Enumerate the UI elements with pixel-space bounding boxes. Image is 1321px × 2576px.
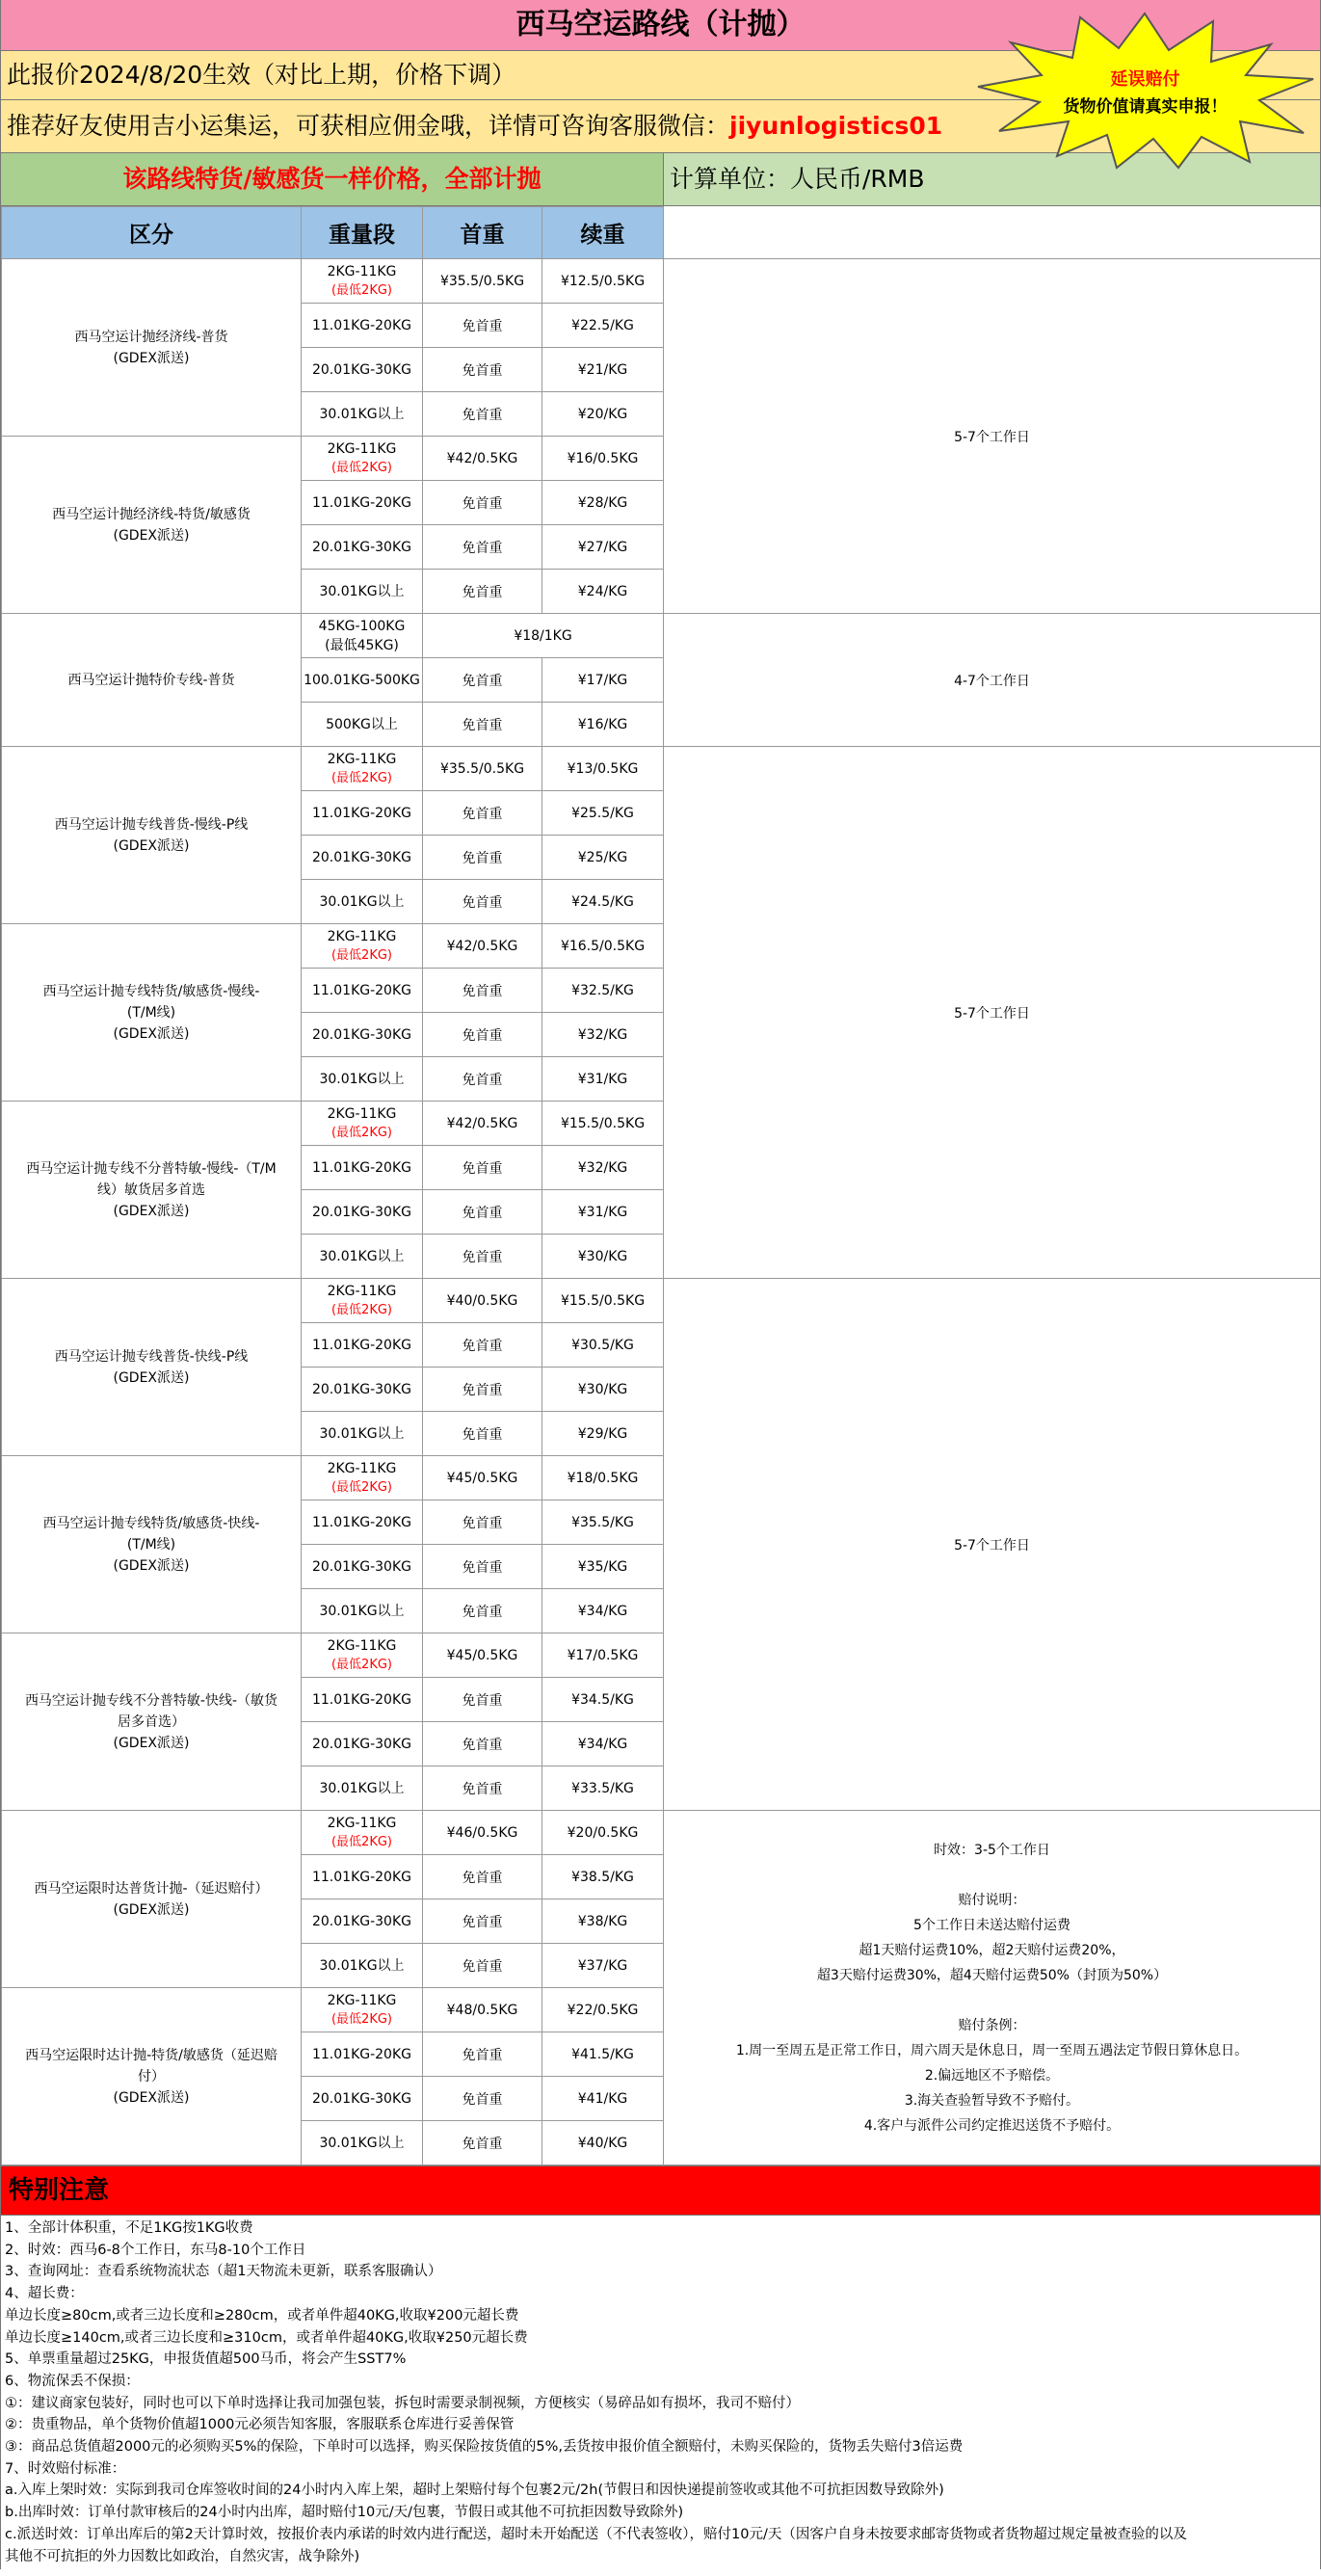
special-note-line: ②：贵重物品，单个货物价值超1000元必须告知客服，客服联系仓库进行妥善保管 bbox=[5, 2417, 515, 2433]
min-weight-note: (最低2KG) bbox=[330, 1479, 392, 1495]
first-weight-price: 免首重 bbox=[423, 969, 542, 1013]
special-note-line: 7、时效赔付标准： bbox=[5, 2460, 126, 2477]
first-weight-price: ¥35.5/0.5KG bbox=[423, 747, 542, 791]
weight-range-label: 20.01KG-30KG bbox=[311, 1736, 411, 1752]
starburst-subtitle: 货物价值请真实申报！ bbox=[1063, 97, 1228, 117]
weight-range-label: 30.01KG以上 bbox=[319, 1248, 405, 1264]
weight-range bbox=[302, 1500, 423, 1545]
weight-range-label: 30.01KG以上 bbox=[319, 893, 405, 910]
compensation-note-line: 4.客户与派件公司约定推迟送货不予赔付。 bbox=[863, 2117, 1121, 2134]
extra-weight-price: ¥30/KG bbox=[542, 1368, 664, 1412]
special-notice-body bbox=[1, 2216, 1320, 2569]
weight-range-label: 30.01KG以上 bbox=[319, 1780, 405, 1796]
rate-table bbox=[1, 206, 1321, 2165]
special-note-line: 其他不可抗拒的外力因数比如政治，自然灾害，战争除外) bbox=[5, 2548, 360, 2564]
compensation-note-line: 时效：3-5个工作日 bbox=[934, 1842, 1050, 1858]
first-weight-price: 免首重 bbox=[423, 658, 542, 703]
weight-range-label: 30.01KG以上 bbox=[319, 1957, 405, 1974]
first-weight-price: 免首重 bbox=[423, 1190, 542, 1235]
weight-range bbox=[302, 1279, 423, 1323]
compensation-note-line: 5个工作日未送达赔付运费 bbox=[913, 1917, 1070, 1933]
compensation-note-line: 超3天赔付运费30%，超4天赔付运费50%（封顶为50%） bbox=[816, 1967, 1168, 1983]
weight-range-label: 30.01KG以上 bbox=[319, 583, 405, 599]
extra-weight-price: ¥30/KG bbox=[542, 1235, 664, 1279]
first-weight-price: 免首重 bbox=[423, 348, 542, 392]
route-name: 西马空运计抛专线特货/敏感货-快线- (T/M线) (GDEX派送) bbox=[2, 1456, 302, 1633]
special-note-line: 3、查询网址：查看系统物流状态（超1天物流未更新，联系客服确认） bbox=[5, 2264, 442, 2280]
special-note-line: c.派送时效：订单出库后的第2天计算时效，按报价表内承诺的时效内进行配送，超时未开始配送（不代表签收），赔付10元/天（因客户自身未按要求邮寄货物或者货物超过规定量被查验的以及 bbox=[5, 2526, 1187, 2542]
first-weight-price: 免首重 bbox=[423, 1678, 542, 1722]
first-weight-price: 免首重 bbox=[423, 481, 542, 525]
special-note-line: 6、物流保丢不保损： bbox=[5, 2373, 140, 2389]
page-title: 西马空运路线（计抛） bbox=[1, 0, 1320, 51]
first-weight-price: 免首重 bbox=[423, 525, 542, 570]
extra-weight-price: ¥35.5/KG bbox=[542, 1500, 664, 1545]
weight-range-label: 20.01KG-30KG bbox=[311, 849, 411, 865]
extra-weight-price: ¥20/0.5KG bbox=[542, 1811, 664, 1855]
extra-weight-price: ¥27/KG bbox=[542, 525, 664, 570]
extra-weight-price: ¥25.5/KG bbox=[542, 791, 664, 836]
first-weight-price: 免首重 bbox=[423, 836, 542, 880]
first-weight-price: 免首重 bbox=[423, 570, 542, 614]
weight-range-label: 20.01KG-30KG bbox=[311, 1381, 411, 1397]
first-weight-price: 免首重 bbox=[423, 1899, 542, 1944]
wechat-id: jiyunlogistics01 bbox=[729, 112, 943, 140]
special-note-line: 5、单票重量超过25KG，申报货值超500马币，将会产生SST7% bbox=[5, 2351, 407, 2368]
delivery-time: 5-7个工作日 bbox=[664, 747, 1321, 1279]
first-weight-price: 免首重 bbox=[423, 1412, 542, 1456]
first-weight-price: 免首重 bbox=[423, 1722, 542, 1766]
weight-range-label: 45KG-100KG (最低45KG) bbox=[318, 618, 406, 653]
weight-range bbox=[302, 791, 423, 836]
special-note-line: 4、超长费： bbox=[5, 2286, 84, 2302]
header-route: 区分 bbox=[2, 207, 302, 259]
first-weight-price: ¥35.5/0.5KG bbox=[423, 259, 542, 304]
weight-range-label: 2KG-11KG bbox=[327, 1992, 397, 2008]
weight-range-label: 2KG-11KG bbox=[327, 440, 397, 457]
header-weight: 重量段 bbox=[302, 207, 423, 259]
weight-range-label: 11.01KG-20KG bbox=[311, 1337, 411, 1353]
first-weight-price: 免首重 bbox=[423, 2032, 542, 2077]
weight-range bbox=[302, 1412, 423, 1456]
special-note-line: 2、时效：西马6-8个工作日，东马8-10个工作日 bbox=[5, 2242, 306, 2258]
first-weight-price: ¥46/0.5KG bbox=[423, 1811, 542, 1855]
weight-range bbox=[302, 1013, 423, 1057]
weight-range bbox=[302, 1766, 423, 1811]
weight-range-label: 500KG以上 bbox=[326, 716, 398, 732]
weight-range-label: 2KG-11KG bbox=[327, 751, 397, 767]
extra-weight-price: ¥33.5/KG bbox=[542, 1766, 664, 1811]
weight-range bbox=[302, 570, 423, 614]
extra-weight-price: ¥38/KG bbox=[542, 1899, 664, 1944]
weight-range bbox=[302, 259, 423, 304]
extra-weight-price: ¥18/0.5KG bbox=[542, 1456, 664, 1500]
route-name: 西马空运限时达普货计抛-（延迟赔付） (GDEX派送) bbox=[2, 1811, 302, 1988]
weight-range bbox=[302, 1102, 423, 1146]
weight-range bbox=[302, 1678, 423, 1722]
special-note-line: 单边长度≥80cm,或者三边长度和≥280cm，或者单件超40KG,收取¥200元超长费 bbox=[5, 2307, 519, 2324]
extra-weight-price: ¥40/KG bbox=[542, 2121, 664, 2165]
weight-range-label: 2KG-11KG bbox=[327, 1283, 397, 1299]
route-name: 西马空运计抛经济线-普货 (GDEX派送) bbox=[2, 259, 302, 437]
weight-range-label: 2KG-11KG bbox=[327, 1637, 397, 1654]
first-weight-price: 免首重 bbox=[423, 1057, 542, 1102]
compensation-note-line: 3.海关查验暂导致不予赔付。 bbox=[904, 2092, 1080, 2109]
extra-weight-price: ¥31/KG bbox=[542, 1190, 664, 1235]
weight-range bbox=[302, 1988, 423, 2032]
banner-pricing-note: 该路线特货/敏感货一样价格，全部计抛 bbox=[1, 153, 664, 205]
weight-range-label: 20.01KG-30KG bbox=[311, 1558, 411, 1575]
extra-weight-price: ¥15.5/0.5KG bbox=[542, 1102, 664, 1146]
special-note-line: 单边长度≥140cm,或者三边长度和≥310cm，或者单件超40KG,收取¥250元超长费 bbox=[5, 2329, 528, 2346]
first-weight-price: ¥42/0.5KG bbox=[423, 1102, 542, 1146]
weight-range-label: 100.01KG-500KG bbox=[304, 672, 420, 688]
min-weight-note: (最低2KG) bbox=[330, 282, 392, 298]
first-weight-price: 免首重 bbox=[423, 1013, 542, 1057]
weight-range-label: 2KG-11KG bbox=[327, 1105, 397, 1122]
weight-range-label: 11.01KG-20KG bbox=[311, 805, 411, 821]
extra-weight-price: ¥16/KG bbox=[542, 703, 664, 747]
weight-range bbox=[302, 1235, 423, 1279]
weight-range bbox=[302, 1589, 423, 1633]
first-weight-price: 免首重 bbox=[423, 1944, 542, 1988]
weight-range bbox=[302, 703, 423, 747]
weight-range-label: 2KG-11KG bbox=[327, 263, 397, 279]
extra-weight-price: ¥17/KG bbox=[542, 658, 664, 703]
min-weight-note: (最低2KG) bbox=[330, 770, 392, 785]
special-note-line: 1、全部计体积重，不足1KG按1KG收费 bbox=[5, 2220, 253, 2236]
weight-range bbox=[302, 924, 423, 969]
weight-range bbox=[302, 658, 423, 703]
compensation-note-line: 2.偏远地区不予赔偿。 bbox=[924, 2067, 1060, 2084]
weight-range-label: 30.01KG以上 bbox=[319, 406, 405, 422]
rate-table-header bbox=[2, 207, 1321, 259]
min-weight-note: (最低2KG) bbox=[330, 1125, 392, 1140]
min-weight-note: (最低2KG) bbox=[330, 1834, 392, 1849]
extra-weight-price: ¥22/0.5KG bbox=[542, 1988, 664, 2032]
weight-range-label: 30.01KG以上 bbox=[319, 2135, 405, 2151]
weight-range bbox=[302, 437, 423, 481]
weight-range-label: 2KG-11KG bbox=[327, 1460, 397, 1476]
weight-range bbox=[302, 525, 423, 570]
weight-range bbox=[302, 1190, 423, 1235]
first-weight-price: 免首重 bbox=[423, 1235, 542, 1279]
first-weight-price: ¥48/0.5KG bbox=[423, 1988, 542, 2032]
weight-range-label: 2KG-11KG bbox=[327, 928, 397, 944]
first-weight-price: ¥40/0.5KG bbox=[423, 1279, 542, 1323]
weight-range bbox=[302, 1368, 423, 1412]
first-weight-price: 免首重 bbox=[423, 1500, 542, 1545]
route-name: 西马空运限时达计抛-特货/敏感货（延迟赔 付） (GDEX派送) bbox=[2, 1988, 302, 2165]
weight-range bbox=[302, 969, 423, 1013]
compensation-note-line: 赔付说明： bbox=[958, 1892, 1026, 1908]
weight-range-label: 20.01KG-30KG bbox=[311, 1913, 411, 1929]
weight-range bbox=[302, 1323, 423, 1368]
extra-weight-price: ¥16.5/0.5KG bbox=[542, 924, 664, 969]
compensation-note-line bbox=[664, 1863, 1320, 1888]
compensation-note-line: 1.周一至周五是正常工作日，周六周天是休息日，周一至周五遇法定节假日算休息日。 bbox=[735, 2042, 1249, 2058]
header-blank bbox=[664, 207, 1321, 259]
extra-weight-price: ¥21/KG bbox=[542, 348, 664, 392]
delivery-time: 5-7个工作日 bbox=[664, 259, 1321, 614]
first-weight-price: 免首重 bbox=[423, 1323, 542, 1368]
special-notice-heading: 特别注意 bbox=[1, 2165, 1320, 2216]
extra-weight-price: ¥32/KG bbox=[542, 1146, 664, 1190]
table-row bbox=[2, 1811, 1321, 1855]
route-name: 西马空运计抛专线不分普特敏-快线-（敏货 居多首选） (GDEX派送) bbox=[2, 1633, 302, 1811]
weight-range-label: 11.01KG-20KG bbox=[311, 2046, 411, 2062]
weight-range-label: 20.01KG-30KG bbox=[311, 1026, 411, 1043]
extra-weight-price: ¥16/0.5KG bbox=[542, 437, 664, 481]
weight-range-label: 20.01KG-30KG bbox=[311, 2090, 411, 2107]
starburst-title: 延误赔付 bbox=[1110, 69, 1180, 90]
weight-range-label: 11.01KG-20KG bbox=[311, 1159, 411, 1176]
first-weight-price: ¥45/0.5KG bbox=[423, 1633, 542, 1678]
extra-weight-price: ¥35/KG bbox=[542, 1545, 664, 1589]
delivery-time: 4-7个工作日 bbox=[664, 614, 1321, 747]
first-weight-price: 免首重 bbox=[423, 880, 542, 924]
first-weight-price: 免首重 bbox=[423, 1545, 542, 1589]
min-weight-note: (最低2KG) bbox=[330, 947, 392, 963]
min-weight-note: (最低2KG) bbox=[330, 1302, 392, 1317]
extra-weight-price: ¥32/KG bbox=[542, 1013, 664, 1057]
extra-weight-price: ¥38.5/KG bbox=[542, 1855, 664, 1899]
weight-range bbox=[302, 836, 423, 880]
weight-range bbox=[302, 880, 423, 924]
weight-range-label: 11.01KG-20KG bbox=[311, 494, 411, 511]
weight-range bbox=[302, 1545, 423, 1589]
header-first-weight: 首重 bbox=[423, 207, 542, 259]
extra-weight-price: ¥34/KG bbox=[542, 1722, 664, 1766]
weight-range bbox=[302, 481, 423, 525]
extra-weight-price: ¥15.5/0.5KG bbox=[542, 1279, 664, 1323]
table-row bbox=[2, 614, 1321, 658]
weight-range bbox=[302, 1944, 423, 1988]
extra-weight-price: ¥41.5/KG bbox=[542, 2032, 664, 2077]
flat-rate: ¥18/1KG bbox=[423, 614, 664, 658]
banner-currency-unit: 计算单位：人民币/RMB bbox=[664, 153, 1320, 205]
compensation-note-line bbox=[664, 1988, 1320, 2013]
extra-weight-price: ¥31/KG bbox=[542, 1057, 664, 1102]
extra-weight-price: ¥34/KG bbox=[542, 1589, 664, 1633]
extra-weight-price: ¥37/KG bbox=[542, 1944, 664, 1988]
weight-range-label: 11.01KG-20KG bbox=[311, 317, 411, 333]
weight-range-label: 30.01KG以上 bbox=[319, 1071, 405, 1087]
weight-range-label: 11.01KG-20KG bbox=[311, 1691, 411, 1708]
first-weight-price: 免首重 bbox=[423, 1855, 542, 1899]
weight-range bbox=[302, 2032, 423, 2077]
weight-range bbox=[302, 747, 423, 791]
min-weight-note: (最低2KG) bbox=[330, 2011, 392, 2027]
min-weight-note: (最低2KG) bbox=[330, 460, 392, 475]
extra-weight-price: ¥24.5/KG bbox=[542, 880, 664, 924]
weight-range bbox=[302, 1722, 423, 1766]
weight-range-label: 30.01KG以上 bbox=[319, 1425, 405, 1442]
table-row bbox=[2, 259, 1321, 304]
first-weight-price: 免首重 bbox=[423, 1368, 542, 1412]
route-name: 西马空运计抛专线不分普特敏-慢线-（T/M 线）敏货居多首选 (GDEX派送) bbox=[2, 1102, 302, 1279]
weight-range-label: 2KG-11KG bbox=[327, 1815, 397, 1831]
extra-weight-price: ¥12.5/0.5KG bbox=[542, 259, 664, 304]
table-row bbox=[2, 1279, 1321, 1323]
extra-weight-price: ¥29/KG bbox=[542, 1412, 664, 1456]
weight-range bbox=[302, 1899, 423, 1944]
weight-range-label: 11.01KG-20KG bbox=[311, 1514, 411, 1530]
header-extra-weight: 续重 bbox=[542, 207, 664, 259]
weight-range bbox=[302, 1855, 423, 1899]
weight-range bbox=[302, 392, 423, 437]
compensation-note-line: 赔付条例： bbox=[958, 2017, 1026, 2033]
route-name: 西马空运计抛专线普货-快线-P线 (GDEX派送) bbox=[2, 1279, 302, 1456]
weight-range-label: 11.01KG-20KG bbox=[311, 982, 411, 998]
first-weight-price: 免首重 bbox=[423, 703, 542, 747]
first-weight-price: ¥42/0.5KG bbox=[423, 924, 542, 969]
min-weight-note: (最低2KG) bbox=[330, 1657, 392, 1672]
weight-range bbox=[302, 1811, 423, 1855]
special-note-line: b.出库时效：订单付款审核后的24小时内出库，超时赔付10元/天/包裹，节假日或其他不可抗拒因数导致除外) bbox=[5, 2505, 684, 2521]
compensation-note-line: 超1天赔付运费10%，超2天赔付运费20%， bbox=[859, 1942, 1125, 1958]
weight-range-label: 11.01KG-20KG bbox=[311, 1869, 411, 1885]
extra-weight-price: ¥28/KG bbox=[542, 481, 664, 525]
special-note-line: ①：建议商家包装好，同时也可以下单时选择让我司加强包装，拆包时需要录制视频，方便核实（易碎品如有损坏，我司不赔付） bbox=[5, 2395, 800, 2411]
extra-weight-price: ¥41/KG bbox=[542, 2077, 664, 2121]
first-weight-price: 免首重 bbox=[423, 1589, 542, 1633]
weight-range-label: 30.01KG以上 bbox=[319, 1603, 405, 1619]
extra-weight-price: ¥34.5/KG bbox=[542, 1678, 664, 1722]
weight-range bbox=[302, 614, 423, 658]
extra-weight-price: ¥30.5/KG bbox=[542, 1323, 664, 1368]
weight-range bbox=[302, 1633, 423, 1678]
weight-range bbox=[302, 1057, 423, 1102]
weight-range bbox=[302, 2121, 423, 2165]
delay-compensation-starburst bbox=[964, 8, 1321, 172]
weight-range-label: 20.01KG-30KG bbox=[311, 1204, 411, 1220]
route-name: 西马空运计抛专线普货-慢线-P线 (GDEX派送) bbox=[2, 747, 302, 924]
first-weight-price: 免首重 bbox=[423, 2077, 542, 2121]
first-weight-price: ¥42/0.5KG bbox=[423, 437, 542, 481]
extra-weight-price: ¥25/KG bbox=[542, 836, 664, 880]
extra-weight-price: ¥17/0.5KG bbox=[542, 1633, 664, 1678]
extra-weight-price: ¥22.5/KG bbox=[542, 304, 664, 348]
first-weight-price: 免首重 bbox=[423, 1146, 542, 1190]
referral-text: 推荐好友使用吉小运集运，可获相应佣金哦，详情可咨询客服微信： bbox=[7, 112, 730, 140]
first-weight-price: 免首重 bbox=[423, 1766, 542, 1811]
first-weight-price: 免首重 bbox=[423, 392, 542, 437]
route-name: 西马空运计抛经济线-特货/敏感货 (GDEX派送) bbox=[2, 437, 302, 614]
weight-range-label: 20.01KG-30KG bbox=[311, 539, 411, 555]
weight-range bbox=[302, 2077, 423, 2121]
first-weight-price: ¥45/0.5KG bbox=[423, 1456, 542, 1500]
weight-range bbox=[302, 348, 423, 392]
first-weight-price: 免首重 bbox=[423, 2121, 542, 2165]
special-note-line: ③：商品总货值超2000元的必须购买5%的保险，下单时可以选择，购买保险按货值的5%,丢货按申报价值全额赔付，未购买保险的，货物丢失赔付3倍运费 bbox=[5, 2439, 964, 2456]
route-name: 西马空运计抛专线特货/敏感货-慢线- (T/M线) (GDEX派送) bbox=[2, 924, 302, 1102]
extra-weight-price: ¥13/0.5KG bbox=[542, 747, 664, 791]
table-row bbox=[2, 747, 1321, 791]
weight-range bbox=[302, 304, 423, 348]
quote-effective-line: 此报价2024/8/20生效（对比上期，价格下调） bbox=[1, 51, 1320, 100]
extra-weight-price: ¥32.5/KG bbox=[542, 969, 664, 1013]
extra-weight-price: ¥20/KG bbox=[542, 392, 664, 437]
weight-range bbox=[302, 1456, 423, 1500]
special-note-line: a.入库上架时效：实际到我司仓库签收时间的24小时内入库上架，超时上架赔付每个包裹2元/2h(节假日和因快递提前签收或其他不可抗拒因数导致除外) bbox=[5, 2483, 944, 2499]
compensation-notes bbox=[664, 1811, 1321, 2165]
first-weight-price: 免首重 bbox=[423, 304, 542, 348]
first-weight-price: 免首重 bbox=[423, 791, 542, 836]
route-name: 西马空运计抛特价专线-普货 bbox=[2, 614, 302, 747]
weight-range bbox=[302, 1146, 423, 1190]
weight-range-label: 20.01KG-30KG bbox=[311, 361, 411, 378]
delivery-time: 5-7个工作日 bbox=[664, 1279, 1321, 1811]
extra-weight-price: ¥24/KG bbox=[542, 570, 664, 614]
